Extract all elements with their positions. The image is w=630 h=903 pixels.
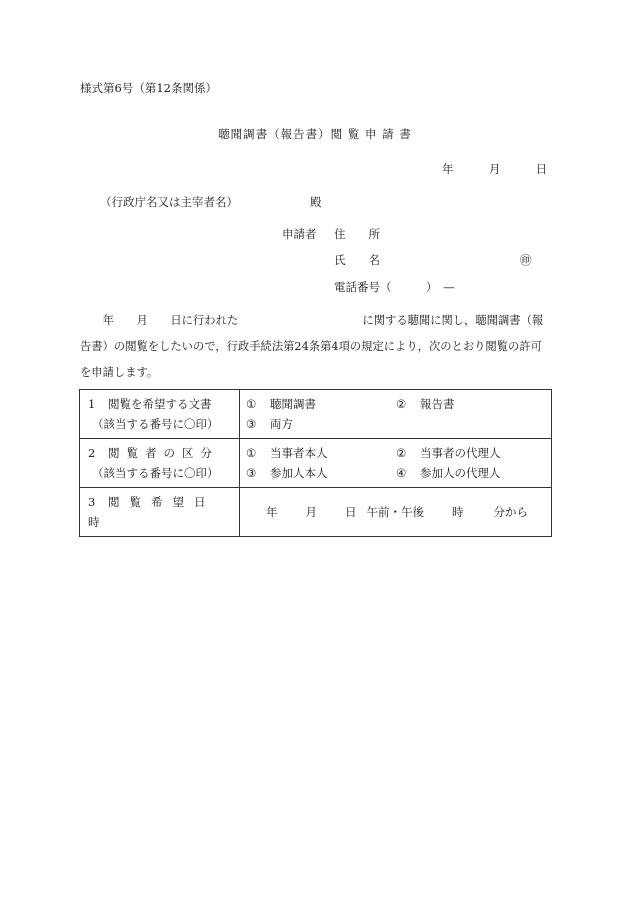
option-text: 当事者の代理人 xyxy=(420,446,501,460)
option-item[interactable] xyxy=(396,394,546,414)
addressee: （行政庁名又は主宰者名） xyxy=(100,195,238,209)
address-label: 住 所 xyxy=(334,227,380,241)
row-label-cell xyxy=(80,439,240,488)
option-item[interactable] xyxy=(246,414,396,434)
option-item[interactable] xyxy=(246,463,396,483)
application-table xyxy=(79,389,552,537)
option-mark: ④ xyxy=(396,466,407,480)
option-text: 参加人本人 xyxy=(270,466,328,480)
option-item[interactable] xyxy=(246,443,396,463)
row-label: 閲覧を希望する文書 xyxy=(108,397,212,411)
date-year: 年 xyxy=(442,162,454,176)
option-text: 当事者本人 xyxy=(270,446,328,460)
datetime-hour: 時 xyxy=(452,505,464,519)
name-label: 氏 名 xyxy=(334,253,380,267)
row-number: 3 xyxy=(88,495,96,509)
option-mark: ② xyxy=(396,397,407,411)
option-item[interactable] xyxy=(396,443,546,463)
document-title: 聴聞調書（報告書）閲 覧 申 請 書 xyxy=(218,127,412,141)
option-text: 参加人の代理人 xyxy=(420,466,501,480)
option-mark: ② xyxy=(396,446,407,460)
row-label: 閲覧希望日時 xyxy=(88,495,216,529)
form-number: 様式第6号（第12条関係） xyxy=(80,81,217,95)
row-number: 2 xyxy=(88,446,96,460)
option-text: 両方 xyxy=(270,417,293,431)
row-options-cell xyxy=(240,439,552,488)
datetime-day: 日 xyxy=(345,505,357,519)
option-item[interactable] xyxy=(246,394,396,414)
datetime-minute: 分から xyxy=(493,505,528,519)
row-label-cell xyxy=(80,488,240,537)
datetime-cell[interactable] xyxy=(240,488,552,537)
phone-label: 電話番号（ ） — xyxy=(334,280,455,294)
option-item[interactable] xyxy=(396,463,546,483)
table-row xyxy=(80,439,552,488)
datetime-year: 年 xyxy=(266,505,278,519)
seal-mark: ㊞ xyxy=(520,253,532,267)
option-text: 報告書 xyxy=(420,397,455,411)
date-month: 月 xyxy=(488,162,501,176)
row-label: 閲覧者の区分 xyxy=(108,446,219,460)
row-label-cell xyxy=(80,390,240,439)
option-text: 聴聞調書 xyxy=(270,397,316,411)
table-row xyxy=(80,390,552,439)
option-mark: ① xyxy=(246,446,257,460)
row-label-note: （該当する番号に〇印） xyxy=(92,466,219,480)
application-statement: 年 月 日に行われた に関する聴聞に関し，聴聞調書（報告書）の閲覧をしたいので，行政手続法第24条第4項の規定により，次のとおり閲覧の許可を申請します。 xyxy=(80,314,544,379)
table-row xyxy=(80,488,552,537)
row-number: 1 xyxy=(88,397,96,411)
option-mark: ③ xyxy=(246,417,257,431)
row-label-note: （該当する番号に〇印） xyxy=(92,417,219,431)
applicant-label: 申請者 xyxy=(282,227,317,241)
row-options-cell xyxy=(240,390,552,439)
date-day: 日 xyxy=(535,162,548,176)
application-date xyxy=(442,161,547,177)
option-mark: ③ xyxy=(246,466,257,480)
datetime-ampm: 午前・午後 xyxy=(366,505,424,519)
datetime-month: 月 xyxy=(305,505,317,519)
option-mark: ① xyxy=(246,397,257,411)
addressee-honorific: 殿 xyxy=(310,195,322,209)
